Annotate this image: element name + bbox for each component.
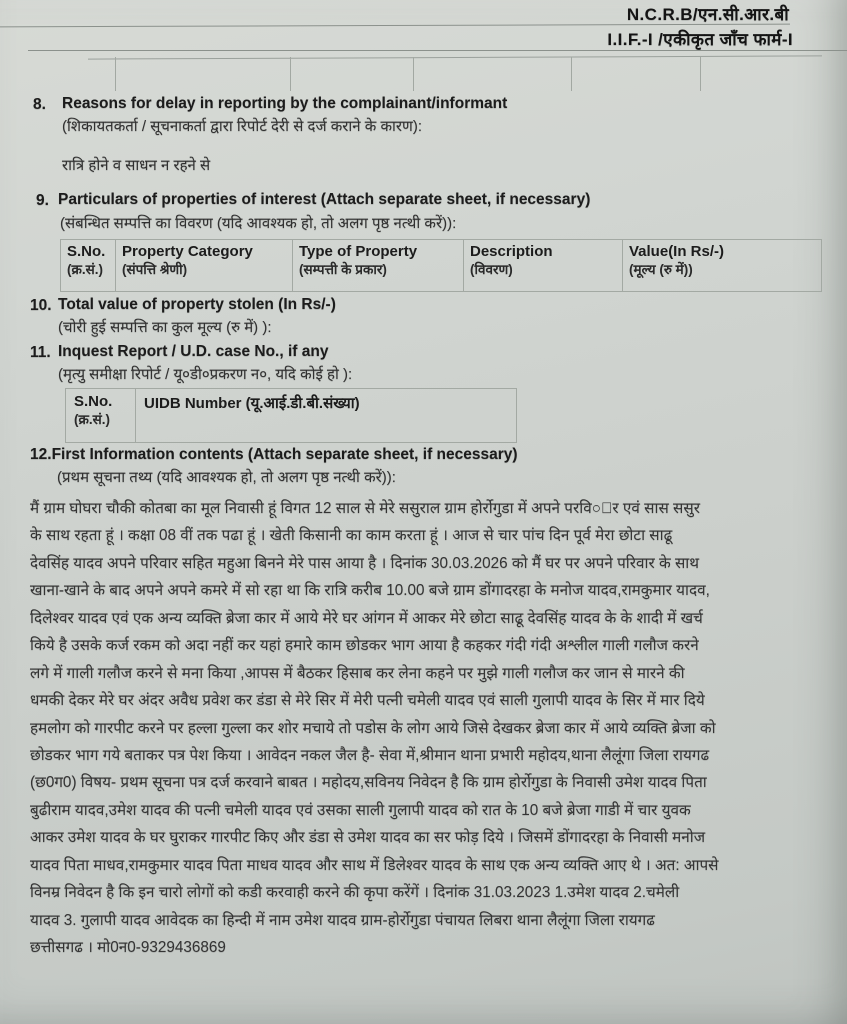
section11-number: 11.	[30, 344, 51, 361]
col-header-en: Type of Property	[299, 243, 418, 260]
fir-contents-line: मैं ग्राम घोघरा चौकी कोतबा का मूल निवासी हूं विगत 12 साल से मेरे ससुराल ग्राम होर्रोगुडा में अपने परवि○ार एवं सास ससुर	[30, 500, 700, 517]
section12-number: 12.	[30, 446, 52, 463]
fir-contents-line: बुढीराम यादव,उमेश यादव की पत्नी चमेली यादव एवं उसका साली गुलापी यादव को रात के 10 बजे ब्रेजा गाडी में चार युवक	[30, 801, 691, 819]
empty-table-divider	[413, 57, 414, 91]
col-header-en: S.No.	[67, 243, 106, 260]
uidb-table	[65, 388, 517, 443]
properties-table-header-description	[464, 240, 623, 291]
fir-contents-line: (छ0ग0) विषय- प्रथम सूचना पत्र दर्ज करवाने बाबत । महोदय,सविनय निवेदन है कि ग्राम होर्रोगुडा के निवासी उमेश यादव पिता	[30, 774, 707, 792]
fir-contents-line: देवसिंह यादव अपने परिवार सहित महुआ बिनने मेरे पास आया है । दिनांक 30.03.2026 को मैं घर पर अपने परिवार के साथ	[30, 554, 700, 572]
properties-table-header-category	[116, 240, 293, 291]
properties-table-header-sno	[61, 240, 116, 291]
fir-contents-paragraph	[30, 495, 830, 961]
section9-title: Particulars of properties of interest (Attach separate sheet, if necessary)	[58, 191, 591, 208]
section12-heading	[30, 446, 518, 464]
section12-title-hindi: (प्रथम सूचना तथ्य (यदि आवश्यक हो, तो अलग पृष्ठ नत्थी करें)):	[57, 469, 396, 486]
section8-title: Reasons for delay in reporting by the complainant/informant	[62, 95, 508, 112]
fir-contents-line: के साथ रहता हूं । कक्षा 08 वीं तक पढा हूं । खेती किसानी का काम करता हूं । आज से चार पांच दिन पूर्व मेरा छोटा साढू	[30, 527, 673, 545]
section8-answer: रात्रि होने व साधन न रहने से	[62, 157, 211, 174]
col-header-en: Value(In Rs/-)	[629, 243, 725, 260]
fir-contents-line: यादव पिता माधव,रामकुमार यादव पिता माधव यादव और साथ में डिलेश्वर यादव के साथ एक अन्य व्यक्ति आए थे । अत: आपसे	[30, 856, 719, 874]
fir-contents-line: छोडकर भाग गये बताकर पत्र पेश किया । आवेदन नकल जैल है- सेवा में,श्रीमान थाना प्रभारी महोदय,थाना लैलूंगा जिला रायगढ	[30, 746, 710, 764]
col-header-hi: (सम्पत्ती के प्रकार)	[299, 262, 387, 277]
empty-table-top-border	[88, 55, 822, 59]
empty-table-divider	[115, 57, 116, 91]
properties-table	[60, 239, 822, 292]
ncrb-header: N.C.R.B/एन.सी.आर.बी	[626, 5, 789, 24]
col-header-en: Description	[470, 243, 553, 260]
section10-title-hindi: (चोरी हुई सम्पत्ति का कुल मूल्य (रु में) ):	[58, 319, 272, 336]
section10-title: Total value of property stolen (In Rs/-)	[58, 296, 336, 313]
fir-contents-line: दिलेश्वर यादव एवं एक अन्य व्यक्ति ब्रेजा कार में आये मेरे घर आंगन में आकर मेरे छोटा साढू देवसिंह यादव के के शादी में खर्च	[30, 609, 703, 627]
col-header-hi: (संपत्ति श्रेणी)	[122, 262, 188, 277]
fir-contents-line: हमलोग को गारपीट करने पर हल्ला गुल्ला कर शोर मचाये तो पडोस के लोग आये जिसे देखकर ब्रेजा कार में आये व्यक्ति ब्रेजा को	[30, 719, 716, 737]
fir-contents-line: खाना-खाने के बाद अपने अपने कमरे में सो रहा था कि रात्रि करीब 10.00 बजे ग्राम डोंगादरहा के मनोज यादव,रामकुमार यादव,	[30, 582, 710, 600]
empty-table-divider	[571, 57, 572, 91]
properties-table-header-value	[623, 240, 821, 291]
col-header-en: S.No.	[74, 393, 113, 410]
empty-table-divider	[700, 57, 701, 91]
fir-contents-line: किये है उसके कर्ज रकम को अदा नहीं कर यहां हमारे काम छोडकर भाग आया है कहकर गंदी गंदी अश्लील गाली गलौज करने	[30, 637, 699, 655]
fir-contents-line: लगे में गाली गलौज करने से मना किया ,आपस में बैठकर हिसाब कर लेना कहने पर मुझे गाली गलौज कर जान से मारने की	[30, 664, 685, 682]
section12-title: First Information contents (Attach separate sheet, if necessary)	[51, 446, 518, 463]
iif-form-header: I.I.F.-I /एकीकृत जाँच फार्म-I	[607, 30, 793, 49]
section11-title-hindi: (मृत्यु समीक्षा रिपोर्ट / यू०डी०प्रकरण न०, यदि कोई हो ):	[58, 366, 353, 383]
empty-table-divider	[290, 57, 291, 91]
col-header-hi: (मूल्य (रु में))	[629, 262, 693, 277]
header-rule-bottom	[28, 50, 847, 51]
col-header-en: Property Category	[122, 243, 253, 260]
fir-contents-line: धमकी देकर मेरे घर अंदर अवैध प्रवेश कर डंडा से मेरे सिर में मेरी पत्नी चमेली यादव एवं साली गुलापी यादव के सिर में मार दिये	[30, 692, 705, 710]
section10-number: 10.	[30, 297, 52, 314]
fir-contents-line: छत्तीसगढ । मो0न0-9329436869	[30, 939, 226, 956]
section8-title-hindi: (शिकायतकर्ता / सूचनाकर्ता द्वारा रिपोर्ट देरी से दर्ज कराने के कारण):	[62, 118, 423, 135]
section9-number: 9.	[36, 192, 49, 209]
fir-contents-line: विनम्र निवेदन है कि इन चारो लोगों को कडी करवाही करने की कृपा करेंगें । दिनांक 31.03.2023 1.उमेश यादव 2.चमेली	[30, 884, 680, 902]
col-header-hi: (क्र.सं.)	[74, 412, 110, 427]
uidb-table-header-number	[136, 389, 516, 442]
properties-table-header-type	[293, 240, 464, 291]
col-header-hi: (विवरण)	[470, 262, 513, 277]
col-header-hi: (क्र.सं.)	[67, 262, 103, 277]
fir-contents-line: यादव 3. गुलापी यादव आवेदक का हिन्दी में नाम उमेश यादव ग्राम-होर्रोगुडा पंचायत लिबरा थाना लैलूंगा जिला रायगढ	[30, 911, 655, 929]
col-header-en: UIDB Number (यू.आई.डी.बी.संख्या)	[144, 395, 360, 412]
section9-title-hindi: (संबन्धित सम्पत्ति का विवरण (यदि आवश्यक हो, तो अलग पृष्ठ नत्थी करें)):	[60, 215, 457, 232]
uidb-table-header-sno	[66, 389, 136, 442]
section11-title: Inquest Report / U.D. case No., if any	[58, 343, 329, 360]
fir-contents-line: आकर उमेश यादव के घर घुराकर गारपीट किए और डंडा से उमेश यादव का सर फोड़ दिये । जिसमें डोंगादरहा के निवासी मनोज	[30, 829, 706, 847]
section8-number: 8.	[33, 96, 46, 113]
